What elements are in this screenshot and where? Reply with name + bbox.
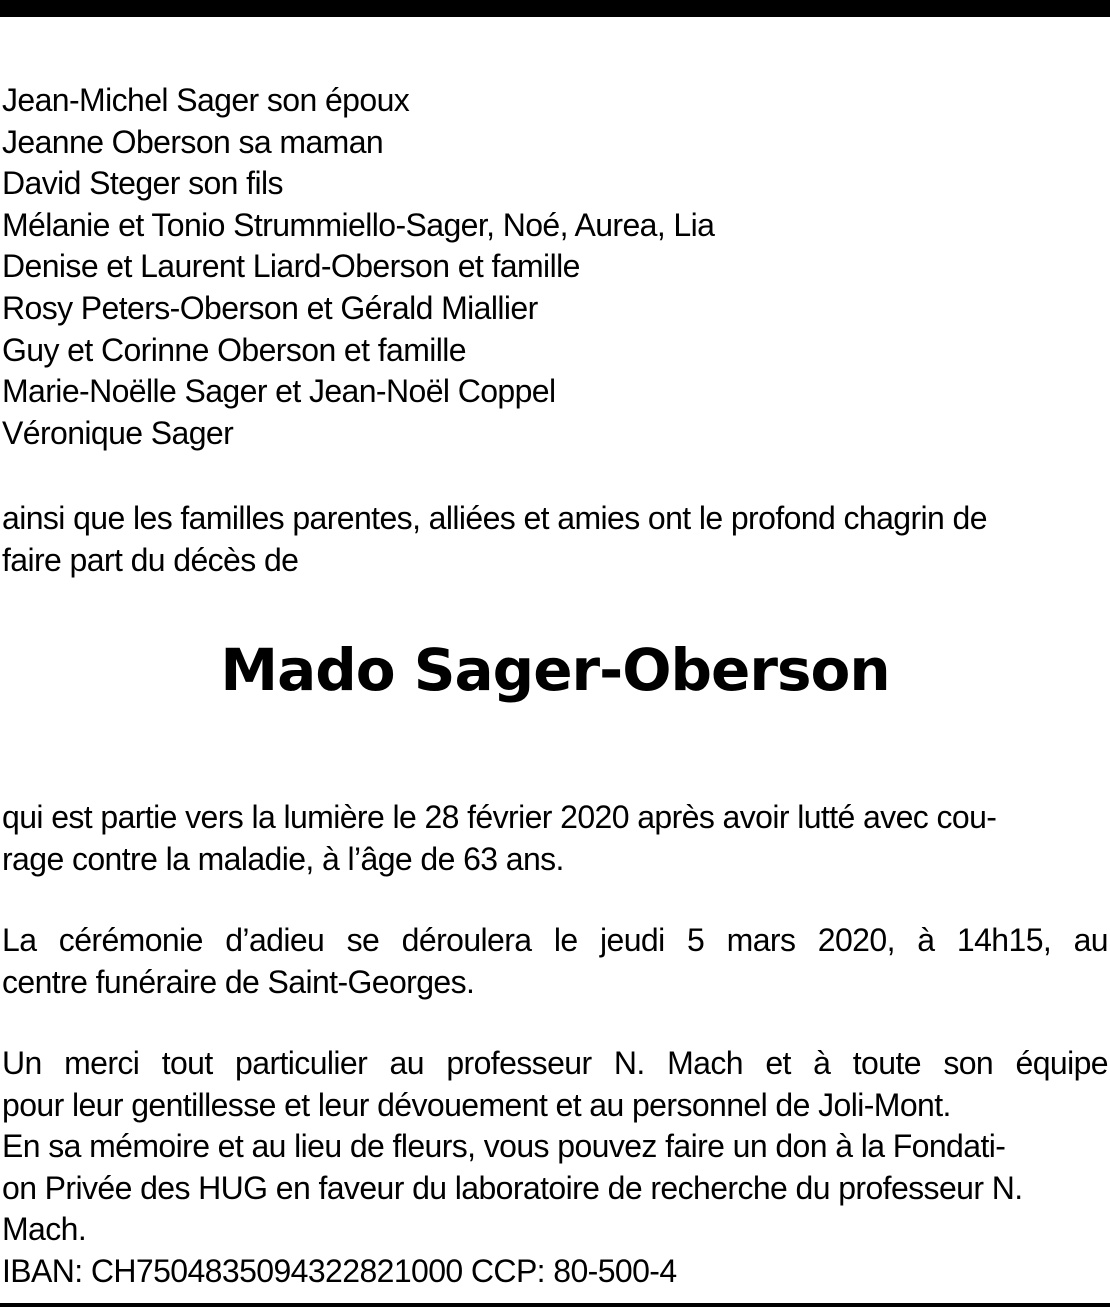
family-member: Denise et Laurent Liard-Oberson et famille — [2, 248, 580, 285]
ceremony-line: centre funéraire de Saint-Georges. — [2, 963, 475, 1000]
family-member: Guy et Corinne Oberson et famille — [2, 331, 466, 368]
family-member: Rosy Peters-Oberson et Gérald Miallier — [2, 289, 538, 326]
bottom-border-rule — [0, 1303, 1110, 1307]
death-notice-line: qui est partie vers la lumière le 28 février 2020 après avoir lutté avec cou- — [2, 799, 997, 835]
ceremony-paragraph — [2, 920, 1108, 1003]
thanks-line: pour leur gentillesse et leur dévouement et au personnel de Joli-Mont. — [2, 1086, 951, 1123]
intro-line: faire part du décès de — [2, 541, 299, 578]
ceremony-line: La cérémonie d’adieu se déroulera le jeudi 5 mars 2020, à 14h15, au — [2, 922, 1108, 958]
death-notice-paragraph — [2, 797, 1108, 880]
family-member: David Steger son fils — [2, 165, 283, 202]
family-member: Jeanne Oberson sa maman — [2, 123, 384, 160]
bank-details: IBAN: CH7504835094322821000 CCP: 80-500-4 — [2, 1252, 677, 1289]
family-member: Mélanie et Tonio Strummiello-Sager, Noé, Aurea, Lia — [2, 206, 715, 243]
family-list — [2, 80, 1102, 454]
death-notice-line: rage contre la maladie, à l’âge de 63 ans. — [2, 840, 564, 877]
family-member: Véronique Sager — [2, 414, 234, 451]
top-border-rule — [0, 0, 1110, 17]
intro-paragraph — [2, 498, 1108, 581]
family-member: Jean-Michel Sager son époux — [2, 82, 410, 118]
donation-line: Mach. — [2, 1211, 87, 1247]
family-member: Marie-Noëlle Sager et Jean-Noël Coppel — [2, 373, 556, 410]
thanks-line: Un merci tout particulier au professeur N. Mach et à toute son équipe — [2, 1045, 1108, 1081]
deceased-name-heading: Mado Sager-Oberson — [220, 636, 890, 704]
donation-line: En sa mémoire et au lieu de fleurs, vous pouvez faire un don à la Fondati- — [2, 1128, 1006, 1164]
thanks-paragraph — [2, 1043, 1108, 1292]
donation-line: on Privée des HUG en faveur du laboratoire de recherche du professeur N. — [2, 1169, 1023, 1206]
intro-line: ainsi que les familles parentes, alliées et amies ont le profond chagrin de — [2, 500, 987, 536]
